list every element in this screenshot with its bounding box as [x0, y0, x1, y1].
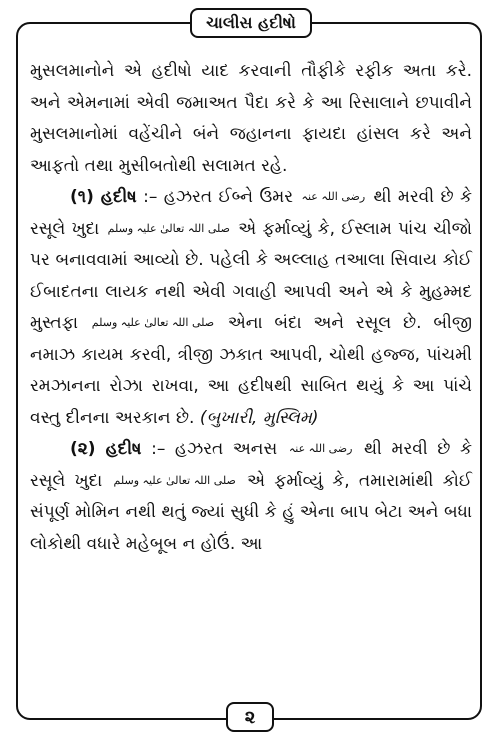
page-number: ૨: [226, 702, 274, 732]
hadith-2-text: એ ફર્માવ્યું કે, તમારામાંથી કોઈ સંપૂર્ણ મોમિન નથી થતું જ્યાં સુધી કે હું એના બાપ બેટા અને બધા લોકોથી વધારે મહેબૂબ ન હોઉં. આ: [30, 470, 473, 554]
hadith-1-text: એ ફર્માવ્યું કે, ઈસ્લામ પાંચ ચીજો પર બનાવવામાં આવ્યો છે. પહેલી કે અલ્લાહ તઆલા સિવાય કોઈ ઈબાદતના લાયક નથી એવી ગવાહી આપવી અને એ કે મુહમ્મદ મુસ્તફા: [30, 218, 473, 333]
radiallahu-anhu-ligature: رضی اللہ عنہ: [301, 190, 366, 203]
hadith-1-citation: (બુખારી, મુસ્લિમ): [199, 407, 319, 428]
hadith-1-text: :– હઝરત ઈબ્ને ઉમર: [136, 187, 294, 207]
radiallahu-anhu-ligature: رضی اللہ عنہ: [288, 442, 353, 455]
hadith-1-heading: (૧) હદીષ: [70, 187, 137, 207]
hadith-2-text: :– હઝરત અનસ: [141, 439, 278, 459]
hadith-1-paragraph: [30, 182, 472, 434]
salutation-ligature: صلی اللہ تعالیٰ علیہ وسلم: [91, 316, 215, 329]
page-title: ચાલીસ હદીષો: [190, 8, 312, 38]
salutation-ligature: صلی اللہ تعالیٰ علیہ وسلم: [107, 221, 230, 235]
hadith-2-paragraph: [30, 434, 472, 560]
page-body: [30, 56, 472, 560]
hadith-2-text: થી મરવી છે કે રસૂલે ખુદા: [30, 439, 473, 491]
hadith-1-text: એના બંદા અને રસૂલ છે. બીજી નમાઝ કાયમ કરવી, ત્રીજી ઝકાત આપવી, ચોથી હજ્જ, પાંચમી રમઝાનના રોઝા રાખવા, આ હદીષથી સાબિત થયું કે આ પાંચે વસ્તુ દીનના અરકાન છે.: [30, 313, 472, 428]
hadith-1-text: થી મરવી છે કે રસૂલે ખુદા: [30, 187, 473, 239]
intro-paragraph: મુસલમાનોને એ હદીષો યાદ કરવાની તૌફીકે રફીક અતા કરે. અને એમનામાં એવી જમાઅત પૈદા કરે કે આ રિસાલાને છપાવીને મુસલમાનોમાં વહેંચીને બંને જહાનના ફાયદા હાંસલ કરે અને આફતો તથા મુસીબતોથી સલામત રહે.: [30, 61, 472, 176]
hadith-2-heading: (૨) હદીષ: [70, 439, 142, 459]
salutation-ligature: صلی اللہ تعالیٰ علیہ وسلم: [113, 473, 236, 487]
